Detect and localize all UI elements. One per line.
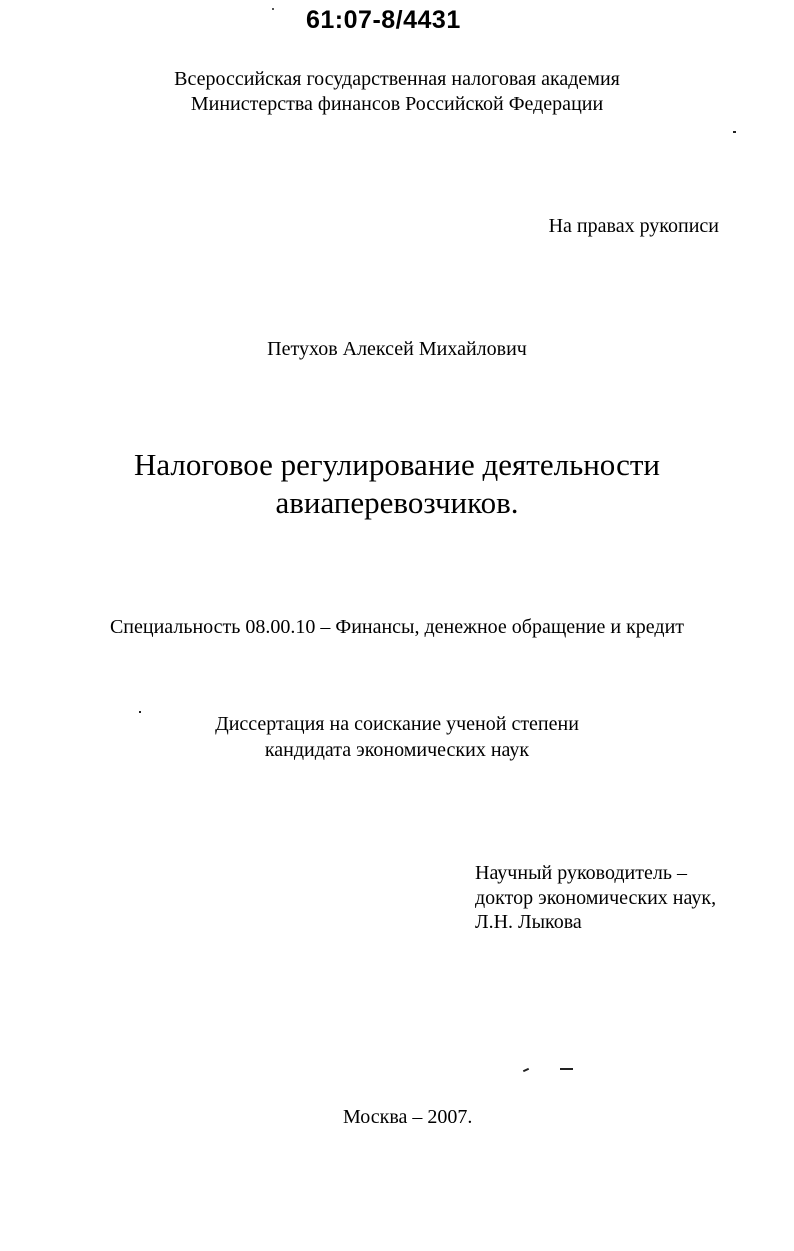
institution-line-1: Всероссийская государственная налоговая академия <box>174 68 620 90</box>
supervisor-line-2: доктор экономических наук, <box>475 887 717 909</box>
manuscript-note: На правах рукописи <box>548 215 719 237</box>
scan-speck <box>523 1068 529 1072</box>
specialty: Специальность 08.00.10 – Финансы, денежное обращение и кредит <box>109 616 685 638</box>
scan-speck <box>560 1068 573 1070</box>
supervisor-line-3: Л.Н. Лыкова <box>475 911 582 933</box>
institution-line-2: Министерства финансов Российской Федерации <box>190 93 604 115</box>
scan-speck <box>272 8 274 10</box>
dissertation-line-2: кандидата экономических наук <box>264 739 530 761</box>
archive-stamp: 61:07-8/4431 <box>306 6 461 34</box>
place-and-year: Москва – 2007. <box>343 1106 473 1128</box>
thesis-title-line-1: Налоговое регулирование деятельности <box>134 447 660 482</box>
supervisor-line-1: Научный руководитель – <box>475 862 687 884</box>
scan-speck <box>733 131 736 133</box>
dissertation-line-1: Диссертация на соискание ученой степени <box>215 713 579 735</box>
author-name: Петухов Алексей Михайлович <box>267 338 527 360</box>
thesis-title-line-2: авиаперевозчиков. <box>275 485 519 520</box>
